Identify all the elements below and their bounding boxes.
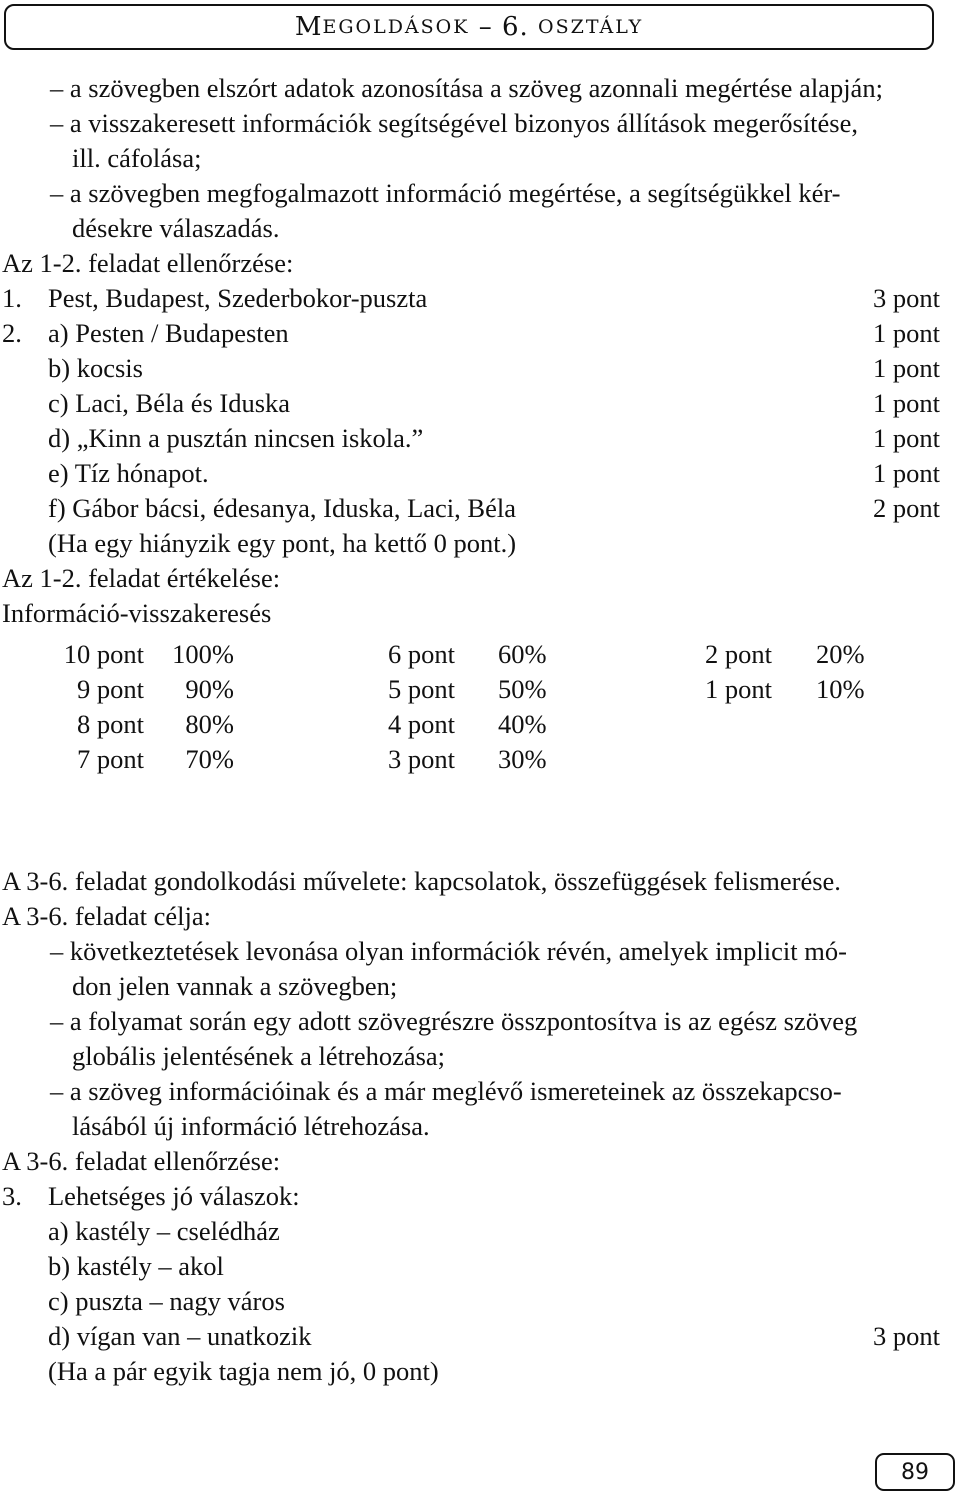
score-points: 5 pont [388, 674, 455, 704]
score-points: 7 pont [77, 744, 144, 774]
score-percent: 50% [498, 674, 547, 704]
evaluation-subheading: Információ-visszakeresés [2, 598, 272, 628]
section-heading-check-1-2: Az 1-2. feladat ellenőrzése: [2, 248, 294, 278]
task2-item-d-points: 1 pont [873, 423, 940, 453]
task3-6-goal-heading: A 3-6. feladat célja: [2, 901, 211, 931]
score-points: 4 pont [388, 709, 455, 739]
task3-number: 3. [2, 1181, 22, 1211]
score-percent: 30% [498, 744, 547, 774]
header-grade-number: – 6. [469, 12, 539, 42]
score-points: 1 pont [705, 674, 772, 704]
score-percent: 40% [498, 709, 547, 739]
score-percent: 20% [816, 639, 865, 669]
task3-item-d: d) vígan van – unatkozik [48, 1321, 312, 1351]
score-percent: 80% [185, 709, 234, 739]
task2-item-e-points: 1 pont [873, 458, 940, 488]
goal-line-2: don jelen vannak a szövegben; [72, 971, 398, 1001]
task2-item-a: a) Pesten / Budapesten [48, 318, 289, 348]
task3-6-operation: A 3-6. feladat gondolkodási művelete: kapcsolatok, összefüggések felismerése. [2, 866, 841, 896]
objective-line-3: ill. cáfolása; [72, 143, 202, 173]
score-percent: 90% [185, 674, 234, 704]
page-header [4, 4, 934, 50]
score-percent: 60% [498, 639, 547, 669]
header-grade-word: OSZTÁLY [538, 16, 644, 38]
task1-answer: Pest, Budapest, Szederbokor-puszta [48, 283, 428, 313]
task3-6-check-heading: A 3-6. feladat ellenőrzése: [2, 1146, 281, 1176]
objective-line-2: – a visszakeresett információk segítségével bizonyos állítások megerősítése, [50, 108, 859, 138]
objective-line-1: – a szövegben elszórt adatok azonosítása a szöveg azonnali megértése alapján; [50, 73, 883, 103]
task2-item-f: f) Gábor bácsi, édesanya, Iduska, Laci, Béla [48, 493, 516, 523]
goal-line-5: – a szöveg információinak és a már meglévő ismereteinek az összekapcso- [50, 1076, 842, 1106]
goal-line-4: globális jelentésének a létrehozása; [72, 1041, 446, 1071]
task2-item-e: e) Tíz hónapot. [48, 458, 209, 488]
evaluation-heading: Az 1-2. feladat értékelése: [2, 563, 281, 593]
score-points: 8 pont [77, 709, 144, 739]
score-percent: 10% [816, 674, 865, 704]
score-points: 3 pont [388, 744, 455, 774]
page-number: 89 [875, 1453, 955, 1491]
goal-line-6: lásából új információ létrehozása. [72, 1111, 430, 1141]
score-points: 10 pont [63, 639, 144, 669]
task1-number: 1. [2, 283, 22, 313]
task3-note: (Ha a pár egyik tagja nem jó, 0 pont) [48, 1356, 439, 1386]
task3-points: 3 pont [873, 1321, 940, 1351]
task3-item-a: a) kastély – cselédház [48, 1216, 280, 1246]
task1-points: 3 pont [873, 283, 940, 313]
task2-note: (Ha egy hiányzik egy pont, ha kettő 0 pont.) [48, 528, 517, 558]
score-percent: 100% [172, 639, 234, 669]
objective-line-4: – a szövegben megfogalmazott információ megértése, a segítségükkel kér- [50, 178, 841, 208]
task3-item-b: b) kastély – akol [48, 1251, 224, 1281]
score-points: 6 pont [388, 639, 455, 669]
header-first-letter: M [294, 12, 323, 42]
task2-number: 2. [2, 318, 22, 348]
score-points: 9 pont [77, 674, 144, 704]
goal-line-3: – a folyamat során egy adott szövegrészre összpontosítva is az egész szöveg [50, 1006, 858, 1036]
task2-item-c: c) Laci, Béla és Iduska [48, 388, 291, 418]
task2-item-f-points: 2 pont [873, 493, 940, 523]
task2-item-b: b) kocsis [48, 353, 143, 383]
score-percent: 70% [185, 744, 234, 774]
header-title-rest: EGOLDÁSOK [322, 16, 470, 38]
task2-item-d: d) „Kinn a pusztán nincsen iskola.” [48, 423, 424, 453]
task3-item-c: c) puszta – nagy város [48, 1286, 285, 1316]
objective-line-5: désekre válaszadás. [72, 213, 280, 243]
task2-item-c-points: 1 pont [873, 388, 940, 418]
goal-line-1: – következtetések levonása olyan információk révén, amelyek implicit mó- [50, 936, 847, 966]
task2-item-b-points: 1 pont [873, 353, 940, 383]
task3-title: Lehetséges jó válaszok: [48, 1181, 300, 1211]
task2-item-a-points: 1 pont [873, 318, 940, 348]
score-points: 2 pont [705, 639, 772, 669]
